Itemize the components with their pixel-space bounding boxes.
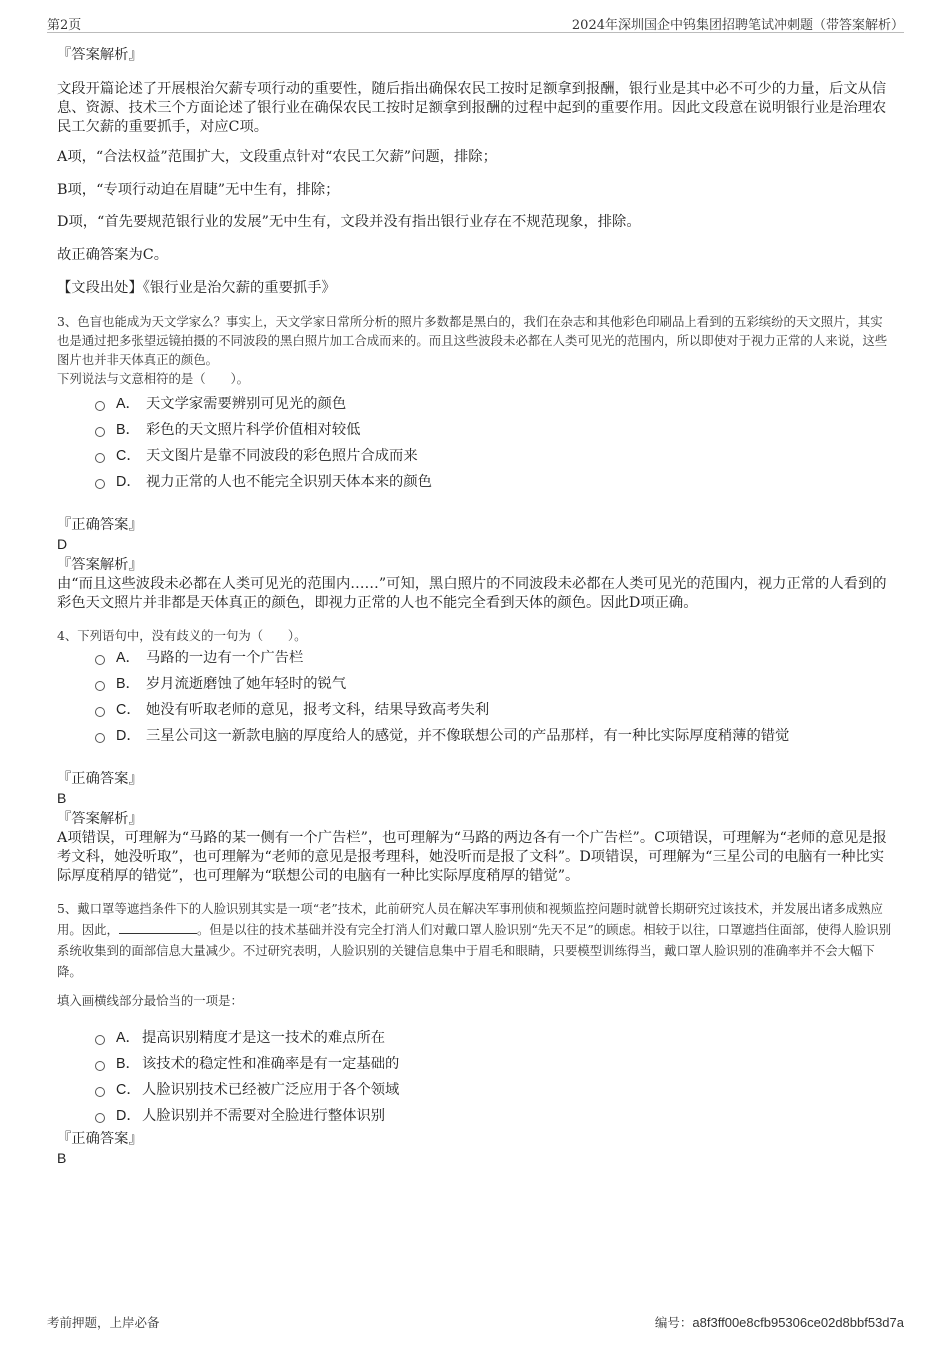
options-list [95,1024,895,1128]
correct-answer: B [57,790,67,806]
analysis-text: 由“而且这些波段未必都在人类可见光的范围内……”可知，黑白照片的不同波段未必都在人类可见光的范围内，视力正常的人看到的彩色天文照片并非都是天体真正的颜色，即视力正常的人也不能完全看到天体的颜色。因此D项正确。 [57,576,887,611]
radio-icon[interactable] [95,479,105,489]
radio-icon[interactable] [95,707,105,717]
option-d[interactable]: D． 人脸识别并不需要对全脸进行整体识别 [95,1102,895,1128]
option-c[interactable]: C． 人脸识别技术已经被广泛应用于各个领域 [95,1076,895,1102]
question-3 [57,312,895,613]
page-header [47,14,904,33]
question-text: 5、戴口罩等遮挡条件下的人脸识别其实是一项“老”技术，此前研究人员在解决军事刑侦和视频监控问题时就曾长期研究过该技术，并发展出诸多成熟应用。因此， 。但是以往的技术基础并没有完全打消人们对戴口罩人脸识别“先天不足”的顾虑。相较于以往，口罩遮挡住面部，使得人脸识别系统收集到的面部信息大量减少。不过研究表明，人脸识别的关键信息集中于眉毛和眼睛，只要模型训练得当，戴口罩人脸识别的准确率并不会大幅下降。 [57,901,892,979]
analysis-text: A项错误，可理解为“马路的某一侧有一个广告栏”，也可理解为“马路的两边各有一个广告栏”。C项错误，可理解为“老师的意见是报考文科，她没听取”，也可理解为“老师的意见是报考理科，她没听而是报了文科”。D项错误，可理解为“三星公司的电脑有一种比实际厚度稍厚的错觉”，也可理解为“联想公司的电脑有一种比实际厚度稍厚的错觉”。 [57,830,887,884]
answer-label: 『正确答案』 [57,771,143,787]
option-a[interactable]: A． 天文学家需要辨别可见光的颜色 [95,390,895,416]
option-d[interactable]: D． 三星公司这一新款电脑的厚度给人的感觉，并不像联想公司的产品那样，有一种比实际厚度稍薄的错觉 [95,722,895,748]
radio-icon[interactable] [95,427,105,437]
radio-icon[interactable] [95,453,105,463]
correct-answer: D [57,536,68,552]
radio-icon[interactable] [95,1035,105,1045]
option-d[interactable]: D． 视力正常的人也不能完全识别天体本来的颜色 [95,468,895,494]
option-c[interactable]: C． 天文图片是靠不同波段的彩色照片合成而来 [95,442,895,468]
question-prompt: 4、下列语句中，没有歧义的一句为（ ）。 [57,628,307,643]
text-source: 【文段出处】《银行业是治欠薪的重要抓手》 [57,280,336,296]
analysis-text: 文段开篇论述了开展根治欠薪专项行动的重要性，随后指出确保农民工按时足额拿到报酬，银行业是其中必不可少的力量，后文从信息、资源、技术三个方面论述了银行业在确保农民工按时足额拿到报酬的过程中起到的重要作用。因此文段意在说明银行业是治理农民工欠薪的重要抓手，对应C项。 [57,81,887,135]
radio-icon[interactable] [95,681,105,691]
page-footer [47,1313,904,1331]
radio-icon[interactable] [95,733,105,743]
radio-icon[interactable] [95,401,105,411]
radio-icon[interactable] [95,655,105,665]
fill-blank [119,921,197,934]
question-5 [57,898,895,1168]
analysis-conclusion: 故正确答案为C。 [57,247,169,263]
footer-slogan: 考前押题，上岸必备 [47,1315,160,1330]
analysis-label: 『答案解析』 [57,557,143,573]
question-text: 3、色盲也能成为天文学家么？事实上，天文学家日常所分析的照片多数都是黑白的，我们在杂志和其他彩色印刷品上看到的五彩缤纷的天文照片，其实也是通过把多张望远镜拍摄的不同波段的黑白照片加工合成而来的。而且这些波段未必都在人类可见光的范围内，所以即使对于视力正常的人来说，这些图片也并非天体真正的颜色。 [57,314,888,367]
analysis-item-b: B项，“专项行动迫在眉睫”无中生有，排除； [57,182,340,198]
option-c[interactable]: C． 她没有听取老师的意见，报考文科，结果导致高考失利 [95,696,895,722]
radio-icon[interactable] [95,1087,105,1097]
radio-icon[interactable] [95,1061,105,1071]
option-b[interactable]: B． 该技术的稳定性和准确率是有一定基础的 [95,1050,895,1076]
page-number: 第2页 [47,18,82,33]
question-4 [57,626,895,886]
page-content [57,46,895,1168]
document-code: 编号：a8f3ff00e8cfb95306ce02d8bbf53d7a [654,1315,904,1330]
radio-icon[interactable] [95,1113,105,1123]
question-prompt: 下列说法与文意相符的是（ ）。 [57,371,250,386]
answer-label: 『正确答案』 [57,517,143,533]
question-prompt: 填入画横线部分最恰当的一项是： [57,993,243,1008]
document-title: 2024年深圳国企中钨集团招聘笔试冲刺题（带答案解析） [571,18,904,33]
analysis-label: 『答案解析』 [57,47,143,63]
analysis-item-d: D项，“首先要规范银行业的发展”无中生有，文段并没有指出银行业存在不规范现象，排除。 [57,214,641,230]
option-b[interactable]: B． 彩色的天文照片科学价值相对较低 [95,416,895,442]
option-a[interactable]: A． 马路的一边有一个广告栏 [95,644,895,670]
correct-answer: B [57,1150,67,1166]
analysis-label: 『答案解析』 [57,811,143,827]
options-list [95,390,895,494]
answer-label: 『正确答案』 [57,1131,143,1147]
analysis-item-a: A项，“合法权益”范围扩大，文段重点针对“农民工欠薪”问题，排除； [57,149,497,165]
option-b[interactable]: B． 岁月流逝磨蚀了她年轻时的锐气 [95,670,895,696]
options-list [95,644,895,748]
option-a[interactable]: A． 提高识别精度才是这一技术的难点所在 [95,1024,895,1050]
